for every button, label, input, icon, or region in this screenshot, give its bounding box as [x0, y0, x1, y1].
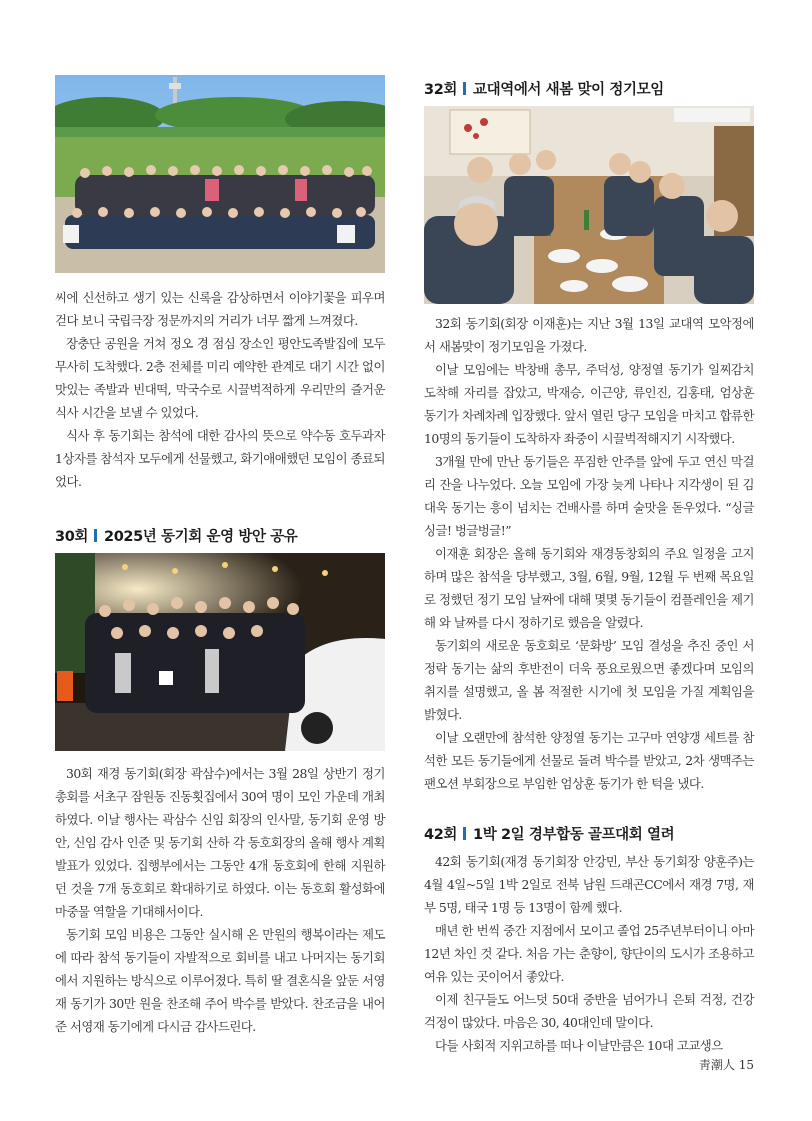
- section-30-text: [55, 762, 385, 1038]
- section-32-text: [424, 312, 754, 795]
- section-32-paragraph: 동기회의 새로운 동호회로 ‘문화방’ 모임 결성을 추진 중인 서정락 동기는 삶의 후반전이 더욱 풍요로웠으면 좋겠다며 모임의 취지를 설명했고, 올 봄 적절한 시기에 첫 모임을 가질 계획임을 밝혔다.: [424, 638, 754, 722]
- section-32-paragraph: 3개월 만에 만난 동기들은 푸짐한 안주를 앞에 두고 연신 막걸리 잔을 나누었다. 오늘 모임에 가장 늦게 나타나 지각생이 된 김대욱 동기는 흥이 넘치는 건배사를 하며 술맛을 돋우었다. “싱글싱글! 벙글벙글!”: [424, 454, 754, 538]
- section-42-paragraph: 다들 사회적 지위고하를 떠나 이날만큼은 10대 고교생으: [435, 1038, 723, 1053]
- section-title: 2025년 동기회 운영 방안 공유: [104, 528, 298, 545]
- section-32-paragraph: 이재훈 회장은 올해 동기회와 재경동창회의 주요 일정을 고지하며 많은 참석을 당부했고, 3월, 6월, 9월, 12월 두 번째 목요일로 정했던 정기 모임 날짜에 대해 몇몇 동기들이 컴플레인을 제기해 와 날짜를 다시 정하기로 했음을 알렸다.: [424, 546, 754, 630]
- section-30-paragraph: 동기회 모임 비용은 그동안 실시해 온 만원의 행복이라는 제도에 따라 참석 동기들이 자발적으로 회비를 내고 나머지는 동기회에서 지원하는 방식으로 이루어졌다. 특히 딸 결혼식을 앞둔 서영재 동기가 30만 원을 찬조해 주어 박수를 받았다. 찬조금을 내어준 서영재 동기에게 다시금 감사드린다.: [55, 927, 385, 1034]
- heading-bar-icon: [94, 529, 97, 542]
- section-number: 30회: [55, 528, 88, 545]
- heading-bar-icon: [463, 82, 466, 95]
- section-32-paragraph: 이날 오랜만에 참석한 양정열 동기는 고구마 연양갱 세트를 참석한 모든 동기들에게 선물로 돌려 박수를 받았고, 2차 생맥주는 팬오션 부회장으로 부임한 엄상훈 동기가 한 턱을 냈다.: [424, 730, 754, 791]
- section-42-text: [424, 850, 754, 1057]
- page-footer: 靑潮人 15: [698, 1058, 754, 1072]
- section-32-paragraph: 32회 동기회(회장 이재훈)는 지난 3월 13일 교대역 모악정에서 새봄맞이 정기모임을 가졌다.: [424, 316, 754, 354]
- intro-paragraph: 장충단 공원을 거쳐 정오 경 점심 장소인 평안도족발집에 모두 무사히 도착했다. 2층 전체를 미리 예약한 관계로 대기 시간 없이 맛있는 족발과 빈대떡, 막국수로 시끌벅적하게 우리만의 즐거운 식사 시간을 보낼 수 있었다.: [55, 336, 385, 420]
- section-30-heading: [55, 523, 385, 547]
- intro-text: [55, 286, 385, 493]
- intro-paragraph: 식사 후 동기회는 참석에 대한 감사의 뜻으로 약수동 호두과자 1상자를 참석자 모두에게 선물했고, 화기애애했던 모임이 종료되었다.: [55, 428, 385, 489]
- heading-bar-icon: [463, 827, 466, 840]
- section-number: 42회: [424, 826, 457, 843]
- section-30-paragraph: 30회 재경 동기회(회장 곽삼수)에서는 3월 28일 상반기 정기총회를 서초구 잠원동 진동횟집에서 30여 명이 모인 가운데 개최하였다. 이날 행사는 곽삼수 신임 회장의 인사말, 동기회 운영 방안, 신임 감사 인준 및 동기회 산하 각 동호회장의 올해 행사 계획 발표가 있었다. 집행부에서는 그동안 4개 동호회에 한해 지원하던 것을 7개 동호회로 확대하기로 하였다. 이는 동호회 활성화에 마중물 역할을 기대해서이다.: [55, 766, 385, 919]
- section-42-paragraph: 42회 동기회(재경 동기회장 안강민, 부산 동기회장 양훈주)는 4월 4일~5일 1박 2일로 전북 남원 드래곤CC에서 재경 7명, 재부 5명, 태국 1명 등 13명이 함께 했다.: [424, 854, 754, 915]
- section-42-paragraph: 매년 한 번씩 중간 지점에서 모이고 졸업 25주년부터이니 아마 12년 차인 것 같다. 처음 가는 춘향이, 향단이의 도시가 조용하고 여유 있는 곳이어서 좋았다.: [424, 923, 754, 984]
- section-32-heading: [424, 76, 754, 100]
- group-photo-park: [55, 75, 385, 273]
- section-32-paragraph: 이날 모임에는 박창배 총무, 주덕성, 양정열 동기가 일찌감치 도착해 자리를 잡았고, 박재승, 이근양, 류인진, 김홍태, 엄상훈 동기가 차례차례 입장했다. 앞서 열린 당구 모임을 마치고 합류한 10명의 동기들이 도착하자 좌중이 시끌벅적해지기 시작했다.: [424, 362, 754, 446]
- section-42-paragraph: 이제 친구들도 어느덧 50대 중반을 넘어가니 은퇴 걱정, 건강 걱정이 많았다. 마음은 30, 40대인데 말이다.: [424, 992, 754, 1030]
- meeting-photo-table: [424, 106, 754, 304]
- section-title: 1박 2일 경부합동 골프대회 열려: [473, 826, 675, 843]
- group-photo-restaurant: [55, 553, 385, 751]
- section-number: 32회: [424, 81, 457, 98]
- section-42-heading: [424, 821, 754, 845]
- intro-paragraph: 씨에 신선하고 생기 있는 신록을 감상하면서 이야기꽃을 피우며 걷다 보니 국립극장 정문까지의 거리가 너무 짧게 느껴졌다.: [55, 290, 385, 328]
- section-title: 교대역에서 새봄 맞이 정기모임: [473, 81, 664, 98]
